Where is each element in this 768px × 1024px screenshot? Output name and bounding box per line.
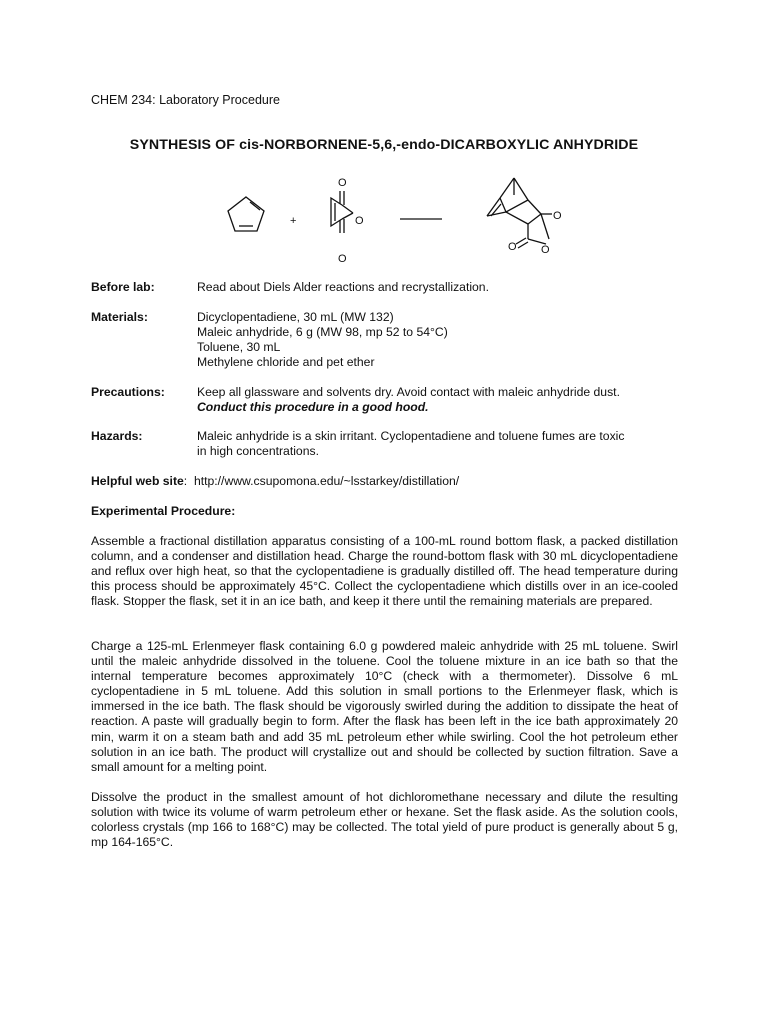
plus-sign: + <box>290 215 297 227</box>
procedure-paragraph-1 <box>91 534 678 609</box>
hazards-label: Hazards: <box>91 429 143 443</box>
materials-item: Maleic anhydride, 6 g (MW 98, mp 52 to 54°C) <box>197 325 448 339</box>
materials-label: Materials: <box>91 310 148 324</box>
cyclopentadiene-structure <box>228 197 264 231</box>
product-ring-oxygen-label: O <box>541 244 550 256</box>
precautions-text: Keep all glassware and solvents dry. Avoid contact with maleic anhydride dust. <box>197 385 620 399</box>
web-site-colon: : <box>183 474 188 488</box>
web-site-url[interactable]: http://www.csupomona.edu/~lsstarkey/distillation/ <box>193 474 460 488</box>
precautions-emphasis: Conduct this procedure in a good hood. <box>197 400 429 414</box>
hazards-content <box>197 429 624 459</box>
ring-oxygen-label: O <box>355 215 364 227</box>
materials-item: Methylene chloride and pet ether <box>197 355 375 369</box>
before-lab-text: Read about Diels Alder reactions and recrystallization. <box>197 280 489 294</box>
product-carbonyl-oxygen-label: O <box>553 210 562 222</box>
materials-list <box>197 310 448 370</box>
procedure-heading: Experimental Procedure: <box>91 504 236 518</box>
helpful-web-site <box>91 474 459 488</box>
paragraph-text: Dissolve the product in the smallest amount of hot dichloromethane necessary and dilute the resulting solution with twice its volume of warm petroleum ether or hexane. Set the flask aside. As the solution cools, colorless crystals (mp 166 to 168°C) may be collected. The total yield of pure product is generally about 5 g, mp 164-165°C. <box>91 790 678 850</box>
materials-item: Dicyclopentadiene, 30 mL (MW 132) <box>197 310 394 324</box>
carbonyl-oxygen-bottom-label: O <box>338 253 347 265</box>
paragraph-text: Charge a 125-mL Erlenmeyer flask containing 6.0 g powdered maleic anhydride with 25 mL toluene. Swirl until the maleic anhydride dissolved in the toluene. Cool the toluene mixture in an ice bath so that the internal temperature becomes approximately 10°C (check with a thermometer). Dissolve 6 mL cyclopentadiene in 5 mL toluene. Add this solution in small portions to the Erlenmeyer flask, which is immersed in the ice bath. The flask should be vigorously swirled during the addition to dissipate the heat of reaction. A paste will gradually begin to form. After the flask has been left in the ice bath approximately 20 min, warm it on a steam bath and add 35 mL petroleum ether while swirling. Cool the hot petroleum ether solution in an ice bath. The product will crystallize out and should be collected by suction filtration. Save a small amount for a melting point. <box>91 639 678 774</box>
hazards-line: in high concentrations. <box>197 444 319 458</box>
course-header: CHEM 234: Laboratory Procedure <box>91 93 280 107</box>
precautions-label: Precautions: <box>91 385 165 399</box>
precautions-content <box>197 385 620 415</box>
hazards-line: Maleic anhydride is a skin irritant. Cyclopentadiene and toluene fumes are toxic <box>197 429 625 443</box>
product-carbonyl-oxygen-2-label: O <box>508 241 517 253</box>
maleic-anhydride-structure <box>331 191 353 233</box>
web-site-label: Helpful web site <box>91 474 184 488</box>
product-structure <box>487 178 552 248</box>
paragraph-text: Assemble a fractional distillation apparatus consisting of a 100-mL round bottom flask, a packed distillation column, and a condenser and distillation head. Charge the round-bottom flask with 30 mL dicyclopentadiene and reflux over high heat, so that the cyclopentadiene is gradually distilled off. The head temperature during this process should be approximately 45°C. Collect the cyclopentadiene which distills over in an ice-cooled flask. Stopper the flask, set it in an ice bath, and keep it there until the remaining materials are prepared. <box>91 534 678 609</box>
document-title: SYNTHESIS OF cis-NORBORNENE-5,6,-endo-DICARBOXYLIC ANHYDRIDE <box>129 137 639 153</box>
procedure-paragraph-2 <box>91 639 678 775</box>
carbonyl-oxygen-top-label: O <box>338 177 347 189</box>
materials-item: Toluene, 30 mL <box>197 340 281 354</box>
before-lab-label: Before lab: <box>91 280 155 294</box>
reaction-scheme <box>210 168 580 268</box>
procedure-paragraph-3 <box>91 790 678 850</box>
